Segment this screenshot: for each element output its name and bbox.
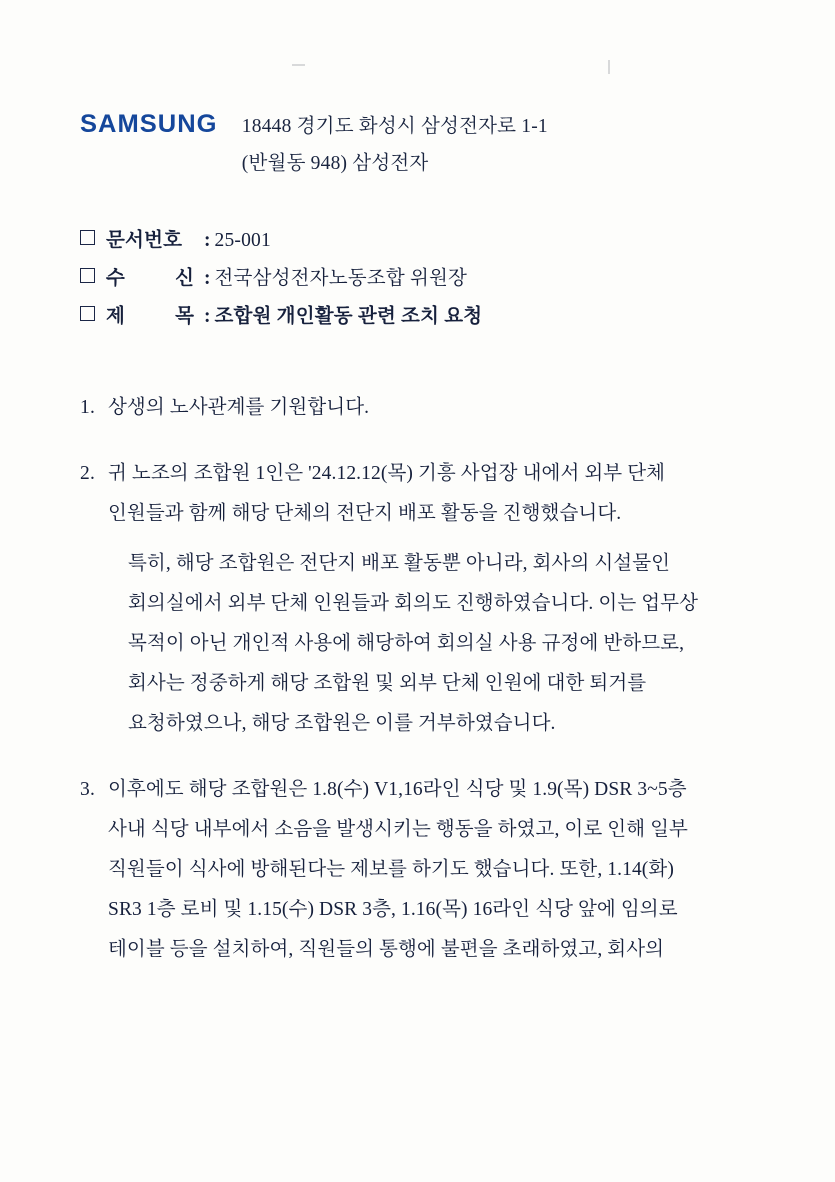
paragraph-1 (80, 388, 779, 428)
company-address (242, 108, 548, 182)
meta-row-subject (80, 298, 775, 336)
document-number-separator: : (204, 230, 211, 251)
subject-value: 조합원 개인활동 관련 조치 요청 (214, 306, 483, 327)
paragraph-line: 회사는 정중하게 해당 조합원 및 외부 단체 인원에 대한 퇴거를 (128, 673, 647, 694)
paragraph-line: 상생의 노사관계를 기원합니다. (108, 397, 370, 418)
recipient-separator: : (204, 268, 211, 289)
paragraph-line: 직원들이 식사에 방해된다는 제보를 하기도 했습니다. 또한, 1.14(화) (108, 859, 674, 880)
paragraph-line: 특히, 해당 조합원은 전단지 배포 활동뿐 아니라, 회사의 시설물인 (128, 553, 671, 574)
samsung-logo: SAMSUNG (80, 110, 218, 138)
paragraph-text (108, 770, 779, 970)
meta-row-recipient (80, 260, 775, 298)
document-header (80, 108, 775, 182)
paragraph-number: 1. (80, 397, 96, 418)
paragraph-2 (80, 454, 779, 534)
paragraph-2-sub (80, 544, 779, 744)
paragraph-line: 테이블 등을 설치하여, 직원들의 통행에 불편을 초래하였고, 회사의 (108, 939, 665, 960)
document-body (80, 388, 779, 970)
address-line-2: (반월동 948) 삼성전자 (241, 153, 429, 174)
checkbox-icon (80, 230, 95, 245)
paragraph-text (128, 544, 779, 744)
address-line-1: 18448 경기도 화성시 삼성전자로 1-1 (241, 116, 548, 137)
checkbox-icon (80, 306, 95, 321)
recipient-value: 전국삼성전자노동조합 위원장 (214, 268, 468, 289)
paragraph-number: 2. (80, 463, 96, 484)
paragraph-line: 요청하였으나, 해당 조합원은 이를 거부하였습니다. (128, 713, 556, 734)
paragraph-text (108, 454, 779, 534)
recipient-label-1: 수 (106, 268, 125, 289)
paragraph-number: 3. (80, 779, 96, 800)
subject-label-2: 목 (175, 306, 194, 327)
paragraph-line: 회의실에서 외부 단체 인원들과 회의도 진행하였습니다. 이는 업무상 (128, 593, 699, 614)
document-number-label: 문서번호 (106, 230, 183, 251)
scan-artifacts (0, 60, 835, 80)
document-number-value: 25-001 (214, 230, 271, 251)
meta-row-document-number (80, 222, 775, 260)
paragraph-text (108, 388, 779, 428)
paragraph-line: 귀 노조의 조합원 1인은 '24.12.12(목) 기흥 사업장 내에서 외부 단체 (108, 463, 666, 484)
document-meta (80, 222, 775, 336)
paragraph-line: 사내 식당 내부에서 소음을 발생시키는 행동을 하였고, 이로 인해 일부 (108, 819, 688, 840)
paragraph-3 (80, 770, 779, 970)
paragraph-line: 이후에도 해당 조합원은 1.8(수) V1,16라인 식당 및 1.9(목) DSR 3~5층 (108, 779, 687, 800)
subject-separator: : (204, 306, 211, 327)
paragraph-line: SR3 1층 로비 및 1.15(수) DSR 3층, 1.16(목) 16라인 식당 앞에 임의로 (108, 899, 678, 920)
recipient-label-2: 신 (175, 268, 194, 289)
checkbox-icon (80, 268, 95, 283)
subject-label-1: 제 (106, 306, 125, 327)
paragraph-line: 목적이 아닌 개인적 사용에 해당하여 회의실 사용 규정에 반하므로, (128, 633, 685, 654)
paragraph-line: 인원들과 함께 해당 단체의 전단지 배포 활동을 진행했습니다. (108, 503, 622, 524)
